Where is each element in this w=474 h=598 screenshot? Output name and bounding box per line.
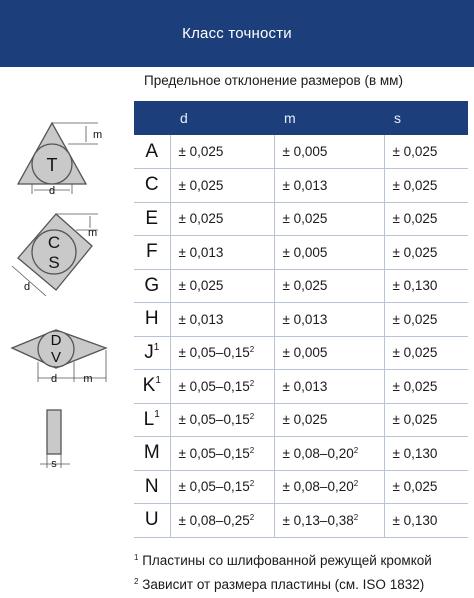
cell-d: ± $0,05-0,15^2$ xyxy=(170,336,274,370)
cell-s: ± 0,130 xyxy=(384,437,468,471)
cell-m: ± 0,013 xyxy=(274,303,384,337)
cell-d: ± $0,05-0,15^2$ xyxy=(170,470,274,504)
cell-s: ± 0,025 xyxy=(384,336,468,370)
cell-s: ± 0,025 xyxy=(384,403,468,437)
side-view-diagram xyxy=(30,408,80,472)
cell-d: ± 0,025 xyxy=(170,135,274,169)
tolerance-table xyxy=(134,101,468,538)
table-row xyxy=(134,336,468,370)
cell-cls: A xyxy=(134,135,170,169)
column-header-class xyxy=(134,101,170,135)
cell-cls: U xyxy=(134,504,170,538)
cell-cls: $L^1$ xyxy=(134,403,170,437)
cell-m: ± 0,025 xyxy=(274,403,384,437)
rhombus-insert-diagram xyxy=(6,206,108,298)
cell-s: ± 0,025 xyxy=(384,303,468,337)
cell-s: ± 0,025 xyxy=(384,470,468,504)
table-header-row xyxy=(134,101,468,135)
table-row xyxy=(134,269,468,303)
cell-m: ± 0,013 xyxy=(274,169,384,203)
cell-s: ± 0,130 xyxy=(384,269,468,303)
table-row xyxy=(134,403,468,437)
cell-m: ± $0,08-0,20^2$ xyxy=(274,470,384,504)
cell-cls: $J^1$ xyxy=(134,336,170,370)
cell-s: ± 0,025 xyxy=(384,370,468,404)
table-row xyxy=(134,135,468,169)
diamond-dim-m: m xyxy=(83,373,93,385)
rhombus-letter-c: C xyxy=(47,233,61,252)
triangle-dim-d: d xyxy=(48,185,56,197)
cell-d: ± 0,025 xyxy=(170,269,274,303)
table-caption: Предельное отклонение размеров (в мм) xyxy=(144,73,403,88)
cell-cls: $K^1$ xyxy=(134,370,170,404)
cell-d: ± $0,05-0,15^2$ xyxy=(170,437,274,471)
footnote-2: $^2$ Зависит от размера пластины (см. ISO 1832) xyxy=(134,577,425,592)
table-row xyxy=(134,504,468,538)
diamond-insert-diagram xyxy=(8,322,112,388)
cell-d: ± 0,025 xyxy=(170,202,274,236)
cell-s: ± 0,130 xyxy=(384,504,468,538)
triangle-dim-m: m xyxy=(93,129,103,141)
header-banner xyxy=(0,0,474,67)
cell-s: ± 0,025 xyxy=(384,169,468,203)
table-row xyxy=(134,437,468,471)
diamond-letter-d: D xyxy=(50,332,62,349)
column-header-s: s xyxy=(384,101,468,135)
column-header-d: d xyxy=(170,101,274,135)
cell-d: ± $0,08-0,25^2$ xyxy=(170,504,274,538)
cell-m: ± 0,025 xyxy=(274,269,384,303)
rhombus-dim-d: d xyxy=(24,281,31,293)
cell-cls: G xyxy=(134,269,170,303)
triangle-insert-diagram xyxy=(8,118,108,200)
cell-d: ± 0,013 xyxy=(170,303,274,337)
table-row xyxy=(134,370,468,404)
table-row xyxy=(134,470,468,504)
cell-cls: M xyxy=(134,437,170,471)
footnote-1: $^1$ Пластины со шлифованной режущей кромкой xyxy=(134,553,432,568)
diamond-letter-v: V xyxy=(50,349,62,366)
page-title: Класс точности xyxy=(182,25,292,42)
table-row xyxy=(134,236,468,270)
cell-m: ± 0,005 xyxy=(274,336,384,370)
cell-d: ± $0,05-0,15^2$ xyxy=(170,403,274,437)
cell-d: ± $0,05-0,15^2$ xyxy=(170,370,274,404)
rhombus-letter-s: S xyxy=(48,253,60,272)
cell-s: ± 0,025 xyxy=(384,135,468,169)
cell-d: ± 0,025 xyxy=(170,169,274,203)
cell-s: ± 0,025 xyxy=(384,202,468,236)
cell-d: ± 0,013 xyxy=(170,236,274,270)
column-header-m: m xyxy=(274,101,384,135)
cell-m: ± $0,08-0,20^2$ xyxy=(274,437,384,471)
cell-m: ± 0,013 xyxy=(274,370,384,404)
cell-m: ± 0,025 xyxy=(274,202,384,236)
table-row xyxy=(134,202,468,236)
cell-m: ± 0,005 xyxy=(274,236,384,270)
cell-cls: F xyxy=(134,236,170,270)
side-dim-s: s xyxy=(51,458,57,470)
cell-cls: C xyxy=(134,169,170,203)
table-row xyxy=(134,169,468,203)
rhombus-dim-m: m xyxy=(88,227,98,239)
diamond-dim-d: d xyxy=(50,373,58,385)
cell-m: ± 0,005 xyxy=(274,135,384,169)
cell-s: ± 0,025 xyxy=(384,236,468,270)
cell-cls: E xyxy=(134,202,170,236)
triangle-letter-t: T xyxy=(46,155,58,175)
cell-cls: N xyxy=(134,470,170,504)
footnotes xyxy=(134,547,474,595)
cell-m: ± $0,13-0,38^2$ xyxy=(274,504,384,538)
table-row xyxy=(134,303,468,337)
cell-cls: H xyxy=(134,303,170,337)
